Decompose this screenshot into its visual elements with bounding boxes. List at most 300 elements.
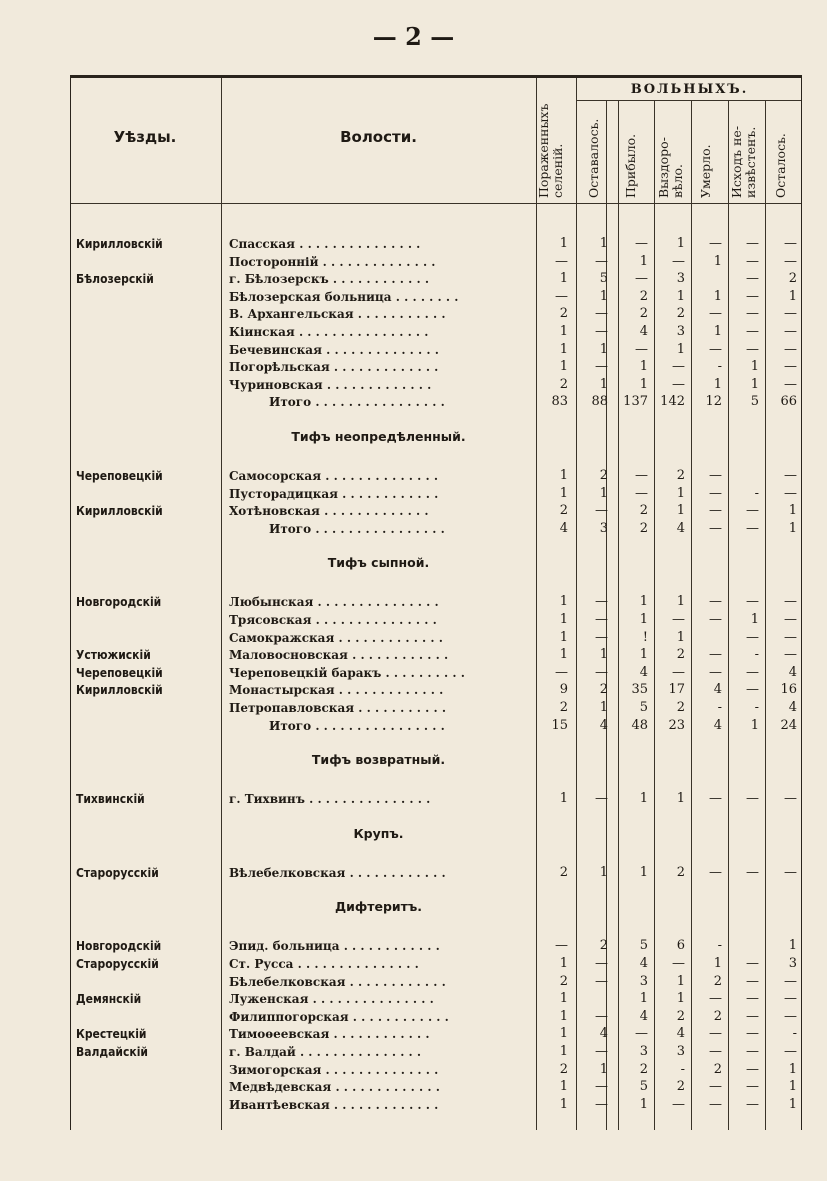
value-cell: 2 <box>639 1061 648 1077</box>
value-cell: 1 <box>639 991 648 1007</box>
value-cell: — <box>784 594 797 610</box>
volost-cell: Тимоѳеевская . . . . . . . . . . . . <box>229 1027 430 1042</box>
value-cell: 9 <box>559 682 568 698</box>
value-cell: — <box>784 629 797 645</box>
header-volnyh: ВОЛЬНЫХЪ. <box>630 82 749 97</box>
volost-cell: Итого . . . . . . . . . . . . . . . . <box>269 395 445 410</box>
volnyh-rule <box>576 100 801 101</box>
value-cell: — <box>635 271 648 287</box>
value-cell: 1 <box>676 288 685 304</box>
value-cell: — <box>595 324 608 339</box>
value-cell: - <box>717 938 722 954</box>
value-cell: — <box>746 1061 759 1077</box>
table-row <box>71 485 801 503</box>
volost-cell: Итого . . . . . . . . . . . . . . . . <box>269 718 445 733</box>
table-row <box>71 973 801 991</box>
value-cell: — <box>746 594 759 610</box>
value-cell: — <box>746 629 759 645</box>
value-cell: 2 <box>599 938 608 954</box>
value-cell: — <box>746 682 759 698</box>
statistics-table <box>70 75 802 1130</box>
volost-cell: Хотѣновская . . . . . . . . . . . . . <box>229 504 429 519</box>
uezd-cell: Кирилловскій <box>76 504 163 519</box>
value-cell: 1 <box>676 503 685 519</box>
volost-cell: Самосорская . . . . . . . . . . . . . . <box>229 469 439 483</box>
table-row <box>71 1043 801 1061</box>
value-cell: 5 <box>750 394 759 410</box>
value-cell: 1 <box>676 341 685 357</box>
value-cell: — <box>709 236 722 251</box>
value-cell: 1 <box>559 271 568 287</box>
volost-cell: Филиппогорская . . . . . . . . . . . . <box>229 1009 449 1024</box>
value-cell: 142 <box>660 394 685 410</box>
value-cell: 1 <box>713 253 722 269</box>
table-row <box>71 376 801 394</box>
value-cell: 4 <box>713 717 722 733</box>
total-row <box>71 393 801 411</box>
header-ostavalos: Оставалось. <box>586 118 601 198</box>
value-cell: 66 <box>780 394 797 410</box>
value-cell: 4 <box>639 664 648 680</box>
uezd-cell: Новгородскій <box>76 595 162 610</box>
value-cell: — <box>784 791 797 807</box>
value-cell: — <box>595 791 608 807</box>
value-cell: 1 <box>788 503 797 519</box>
volost-cell: Самокражская . . . . . . . . . . . . . <box>229 630 443 645</box>
value-cell: — <box>709 341 722 357</box>
volost-cell: Итого . . . . . . . . . . . . . . . . <box>269 521 445 536</box>
volost-cell: Петропавловская . . . . . . . . . . . <box>229 701 447 715</box>
value-cell: — <box>784 324 797 339</box>
value-cell: — <box>709 664 722 680</box>
header-ishod: Исходъ не- извѣстенъ. <box>729 125 758 198</box>
value-cell: 1 <box>559 359 568 375</box>
value-cell: — <box>746 306 759 322</box>
value-cell: — <box>746 520 759 536</box>
table-row <box>71 1078 801 1096</box>
value-cell: 4 <box>559 520 568 536</box>
table-row <box>71 681 801 699</box>
value-cell: 2 <box>559 1061 568 1077</box>
value-cell: — <box>709 1044 722 1059</box>
value-cell: — <box>784 468 797 483</box>
value-cell: — <box>672 956 685 971</box>
value-cell: — <box>595 612 608 627</box>
value-cell: 3 <box>676 271 685 287</box>
value-cell: — <box>709 468 722 483</box>
header-pribylo: Прибыло. <box>623 133 638 198</box>
value-cell: — <box>746 1079 759 1095</box>
volost-cell: Монастырская . . . . . . . . . . . . . <box>229 683 444 698</box>
value-cell: 1 <box>713 324 722 339</box>
value-cell: 1 <box>599 485 608 501</box>
value-cell: 15 <box>551 717 568 733</box>
value-cell: 1 <box>599 288 608 304</box>
value-cell: 1 <box>639 594 648 610</box>
value-cell: 1 <box>750 359 759 375</box>
value-cell: — <box>746 1044 759 1059</box>
value-cell: — <box>595 594 608 610</box>
volost-cell: Медвѣдевская . . . . . . . . . . . . . <box>229 1080 440 1095</box>
value-cell: 1 <box>639 359 648 375</box>
value-cell: 3 <box>676 1044 685 1059</box>
value-cell: — <box>709 520 722 536</box>
value-cell: 3 <box>676 324 685 339</box>
value-cell: — <box>709 1096 722 1112</box>
value-cell: — <box>595 1008 608 1024</box>
value-cell: — <box>635 236 648 251</box>
volost-cell: Вѣлебелковская . . . . . . . . . . . . <box>229 865 446 880</box>
value-cell: 2 <box>559 306 568 322</box>
value-cell: 1 <box>750 376 759 392</box>
volost-cell: Трясовская . . . . . . . . . . . . . . . <box>229 613 437 627</box>
value-cell: 1 <box>639 612 648 627</box>
value-cell: — <box>784 376 797 392</box>
value-cell: - <box>717 359 722 375</box>
volost-cell: Бечевинская . . . . . . . . . . . . . . <box>229 342 439 357</box>
uezd-cell: Старорусскій <box>76 957 159 971</box>
value-cell: 5 <box>639 1079 648 1095</box>
table-row <box>71 358 801 376</box>
value-cell: — <box>709 647 722 663</box>
value-cell: — <box>709 1079 722 1095</box>
value-cell: — <box>595 1079 608 1095</box>
value-cell: 1 <box>599 236 608 251</box>
value-cell: — <box>746 1008 759 1024</box>
value-cell: - <box>754 647 759 663</box>
uezd-cell: Валдайскій <box>76 1045 148 1059</box>
value-cell: 1 <box>750 717 759 733</box>
volost-cell: Эпид. больница . . . . . . . . . . . . <box>229 939 440 954</box>
table-row <box>71 629 801 647</box>
value-cell: — <box>709 1026 722 1042</box>
volost-cell: Ст. Русса . . . . . . . . . . . . . . . <box>229 957 419 971</box>
value-cell: 1 <box>788 938 797 954</box>
volost-cell: Посторонній . . . . . . . . . . . . . . <box>229 254 436 269</box>
value-cell: - <box>754 485 759 501</box>
value-cell: — <box>555 288 568 304</box>
value-cell: — <box>635 468 648 483</box>
header-umerlo: Умерло. <box>698 144 713 198</box>
value-cell: 1 <box>676 991 685 1007</box>
value-cell: 2 <box>559 503 568 519</box>
header-ostalos: Осталось. <box>773 133 788 198</box>
table-row <box>71 502 801 520</box>
value-cell: 2 <box>713 1061 722 1077</box>
volost-cell: Чуриновская . . . . . . . . . . . . . <box>229 377 432 392</box>
volost-cell: г. Валдай . . . . . . . . . . . . . . . <box>229 1045 422 1059</box>
value-cell: 1 <box>788 520 797 536</box>
value-cell: 1 <box>559 991 568 1007</box>
value-cell: — <box>595 1096 608 1112</box>
value-cell: 1 <box>559 629 568 645</box>
value-cell: — <box>784 973 797 989</box>
value-cell: 3 <box>788 956 797 971</box>
uezd-cell: Крестецкій <box>76 1027 147 1042</box>
uezd-cell: Кирилловскій <box>76 237 163 251</box>
value-cell: — <box>746 664 759 680</box>
volost-cell: Череповецкій баракъ . . . . . . . . . . <box>229 665 465 680</box>
value-cell: 1 <box>559 1079 568 1095</box>
value-cell: ! <box>642 629 648 645</box>
value-cell: — <box>709 864 722 880</box>
value-cell: 4 <box>639 1008 648 1024</box>
value-cell: 1 <box>559 1096 568 1112</box>
value-cell: 1 <box>676 629 685 645</box>
value-cell: — <box>784 253 797 269</box>
value-cell: 4 <box>788 700 797 715</box>
value-cell: — <box>635 1026 648 1042</box>
section-title: Тифъ неопредѣленный. <box>291 429 466 444</box>
value-cell: 88 <box>591 394 608 410</box>
value-cell: 24 <box>780 717 797 733</box>
value-cell: — <box>784 1044 797 1059</box>
value-cell: — <box>746 253 759 269</box>
value-cell: - <box>680 1061 685 1077</box>
uezd-cell: Устюжискій <box>76 648 151 663</box>
value-cell: 1 <box>639 1096 648 1112</box>
volost-cell: г. Бѣлозерскъ . . . . . . . . . . . . <box>229 272 429 287</box>
value-cell: — <box>672 359 685 375</box>
value-cell: — <box>595 306 608 322</box>
value-cell: 1 <box>713 288 722 304</box>
value-cell: — <box>746 341 759 357</box>
value-cell: — <box>709 791 722 807</box>
value-cell: 1 <box>639 253 648 269</box>
value-cell: 137 <box>623 394 648 410</box>
section-title: Дифтеритъ. <box>334 899 423 915</box>
value-cell: — <box>746 1096 759 1112</box>
value-cell: — <box>555 664 568 680</box>
value-cell: 1 <box>676 791 685 807</box>
header-volosti: Волости. <box>340 128 417 146</box>
value-cell: — <box>784 864 797 880</box>
value-cell: 1 <box>639 864 648 880</box>
table-row <box>71 341 801 359</box>
value-cell: 1 <box>559 236 568 251</box>
value-cell: 2 <box>639 520 648 536</box>
value-cell: 1 <box>599 864 608 880</box>
value-cell: — <box>746 271 759 287</box>
volost-cell: Любынская . . . . . . . . . . . . . . . <box>229 595 439 610</box>
value-cell: 16 <box>780 682 797 698</box>
table-row <box>71 253 801 271</box>
total-row <box>71 520 801 538</box>
value-cell: 3 <box>599 520 608 536</box>
value-cell: — <box>709 612 722 627</box>
value-cell: 1 <box>676 236 685 251</box>
value-cell: 4 <box>599 1026 608 1042</box>
value-cell: — <box>672 1096 685 1112</box>
section-title: Крупъ. <box>353 825 404 841</box>
value-cell: 1 <box>559 1008 568 1024</box>
value-cell: — <box>595 503 608 519</box>
table-row <box>71 1025 801 1043</box>
total-row <box>71 717 801 735</box>
table-row <box>71 235 801 253</box>
value-cell: 1 <box>639 791 648 807</box>
value-cell: 2 <box>676 1008 685 1024</box>
table-row <box>71 1096 801 1114</box>
table-row <box>71 270 801 288</box>
value-cell: — <box>784 991 797 1007</box>
value-cell: — <box>635 485 648 501</box>
table-row <box>71 467 801 485</box>
value-cell: — <box>746 956 759 971</box>
volost-cell: г. Тихвинъ . . . . . . . . . . . . . . . <box>229 792 431 807</box>
uezd-cell: Бѣлозерскій <box>76 272 154 287</box>
page-number: — 2 — <box>372 22 455 51</box>
value-cell: — <box>709 485 722 501</box>
value-cell: 1 <box>559 594 568 610</box>
value-cell: 1 <box>599 700 608 715</box>
value-cell: — <box>555 938 568 954</box>
value-cell: — <box>784 236 797 251</box>
table-row <box>71 1008 801 1026</box>
value-cell: — <box>672 612 685 627</box>
value-cell: — <box>709 991 722 1007</box>
volost-cell: Погорѣльская . . . . . . . . . . . . . <box>229 360 439 375</box>
value-cell: 1 <box>788 1061 797 1077</box>
value-cell: — <box>595 629 608 645</box>
value-cell: 1 <box>639 376 648 392</box>
table-row <box>71 790 801 808</box>
value-cell: 1 <box>559 341 568 357</box>
volost-cell: Пусторадицкая . . . . . . . . . . . . <box>229 486 439 501</box>
value-cell: 1 <box>599 341 608 357</box>
value-cell: 1 <box>559 612 568 627</box>
value-cell: — <box>746 973 759 989</box>
value-cell: 2 <box>788 271 797 287</box>
value-cell: — <box>746 864 759 880</box>
uezd-cell: Череповецкій <box>76 469 163 483</box>
value-cell: 1 <box>713 956 722 971</box>
value-cell: 48 <box>631 717 648 733</box>
table-row <box>71 646 801 664</box>
value-cell: 4 <box>639 324 648 339</box>
value-cell: 2 <box>559 973 568 989</box>
value-cell: 1 <box>788 288 797 304</box>
value-cell: — <box>595 253 608 269</box>
value-cell: 2 <box>599 682 608 698</box>
value-cell: 3 <box>639 1044 648 1059</box>
value-cell: - <box>754 700 759 715</box>
value-cell: — <box>595 1044 608 1059</box>
volost-cell: Бѣлозерская больница . . . . . . . . <box>229 289 459 304</box>
table-row <box>71 864 801 882</box>
value-cell: 5 <box>639 938 648 954</box>
value-cell: — <box>746 791 759 807</box>
volost-cell: Зимогорская . . . . . . . . . . . . . . <box>229 1062 439 1077</box>
value-cell: 1 <box>559 485 568 501</box>
value-cell: 4 <box>713 682 722 698</box>
value-cell: 17 <box>668 682 685 698</box>
value-cell: 1 <box>713 376 722 392</box>
value-cell: 2 <box>713 1008 722 1024</box>
table-row <box>71 288 801 306</box>
table-row <box>71 937 801 955</box>
value-cell: — <box>784 306 797 322</box>
section-title: Тифъ возвратный. <box>311 752 446 768</box>
value-cell: — <box>746 288 759 304</box>
value-cell: — <box>595 956 608 971</box>
uezd-cell: Тихвинскій <box>76 792 145 807</box>
uezd-cell: Новгородскій <box>76 939 162 954</box>
value-cell: 83 <box>551 394 568 410</box>
value-cell: 2 <box>639 288 648 304</box>
header-vyzdorov: Выздоро- вѣло. <box>656 137 685 198</box>
value-cell: 4 <box>788 664 797 680</box>
value-cell: — <box>746 503 759 519</box>
value-cell: 4 <box>676 520 685 536</box>
value-cell: — <box>746 324 759 339</box>
value-cell: - <box>717 700 722 715</box>
value-cell: 2 <box>639 306 648 322</box>
value-cell: — <box>555 253 568 269</box>
uezd-cell: Старорусскій <box>76 865 159 880</box>
value-cell: 1 <box>559 956 568 971</box>
value-cell: — <box>709 594 722 610</box>
table-row <box>71 323 801 341</box>
value-cell: 2 <box>676 468 685 483</box>
volost-cell: Маловосновская . . . . . . . . . . . . <box>229 648 449 663</box>
value-cell: — <box>746 236 759 251</box>
header-porazh: Пораженныхъ селеній. <box>536 103 565 198</box>
value-cell: 4 <box>676 1026 685 1042</box>
header-uezdy: Уѣзды. <box>113 128 177 146</box>
value-cell: 2 <box>559 376 568 392</box>
value-cell: 1 <box>559 1044 568 1059</box>
value-cell: 1 <box>559 791 568 807</box>
value-cell: 4 <box>639 956 648 971</box>
table-row <box>71 305 801 323</box>
value-cell: 2 <box>676 647 685 663</box>
value-cell: — <box>784 485 797 501</box>
value-cell: 1 <box>599 376 608 392</box>
value-cell: — <box>709 306 722 322</box>
value-cell: - <box>792 1026 797 1042</box>
value-cell: 1 <box>599 647 608 663</box>
value-cell: 1 <box>559 647 568 663</box>
table-row <box>71 955 801 973</box>
value-cell: 2 <box>559 700 568 715</box>
section-title: Тифъ сыпной. <box>327 555 430 571</box>
uezd-cell: Демянскій <box>76 992 142 1007</box>
value-cell: 2 <box>639 503 648 519</box>
value-cell: — <box>784 341 797 357</box>
value-cell: 2 <box>676 1079 685 1095</box>
value-cell: 1 <box>788 1079 797 1095</box>
value-cell: 1 <box>599 1061 608 1077</box>
volost-cell: Луженская . . . . . . . . . . . . . . . <box>229 992 434 1007</box>
value-cell: — <box>595 664 608 680</box>
value-cell: — <box>595 359 608 375</box>
table-row <box>71 1061 801 1079</box>
value-cell: 1 <box>676 594 685 610</box>
table-row <box>71 664 801 682</box>
value-cell: — <box>709 503 722 519</box>
volost-cell: Ивантѣевская . . . . . . . . . . . . . <box>229 1097 439 1112</box>
value-cell: 2 <box>599 468 608 483</box>
value-cell: — <box>784 647 797 663</box>
value-cell: 35 <box>631 682 648 698</box>
value-cell: 2 <box>676 306 685 322</box>
value-cell: 2 <box>713 973 722 989</box>
value-cell: 23 <box>668 717 685 733</box>
value-cell: 1 <box>676 485 685 501</box>
value-cell: — <box>672 664 685 680</box>
table-row <box>71 699 801 717</box>
